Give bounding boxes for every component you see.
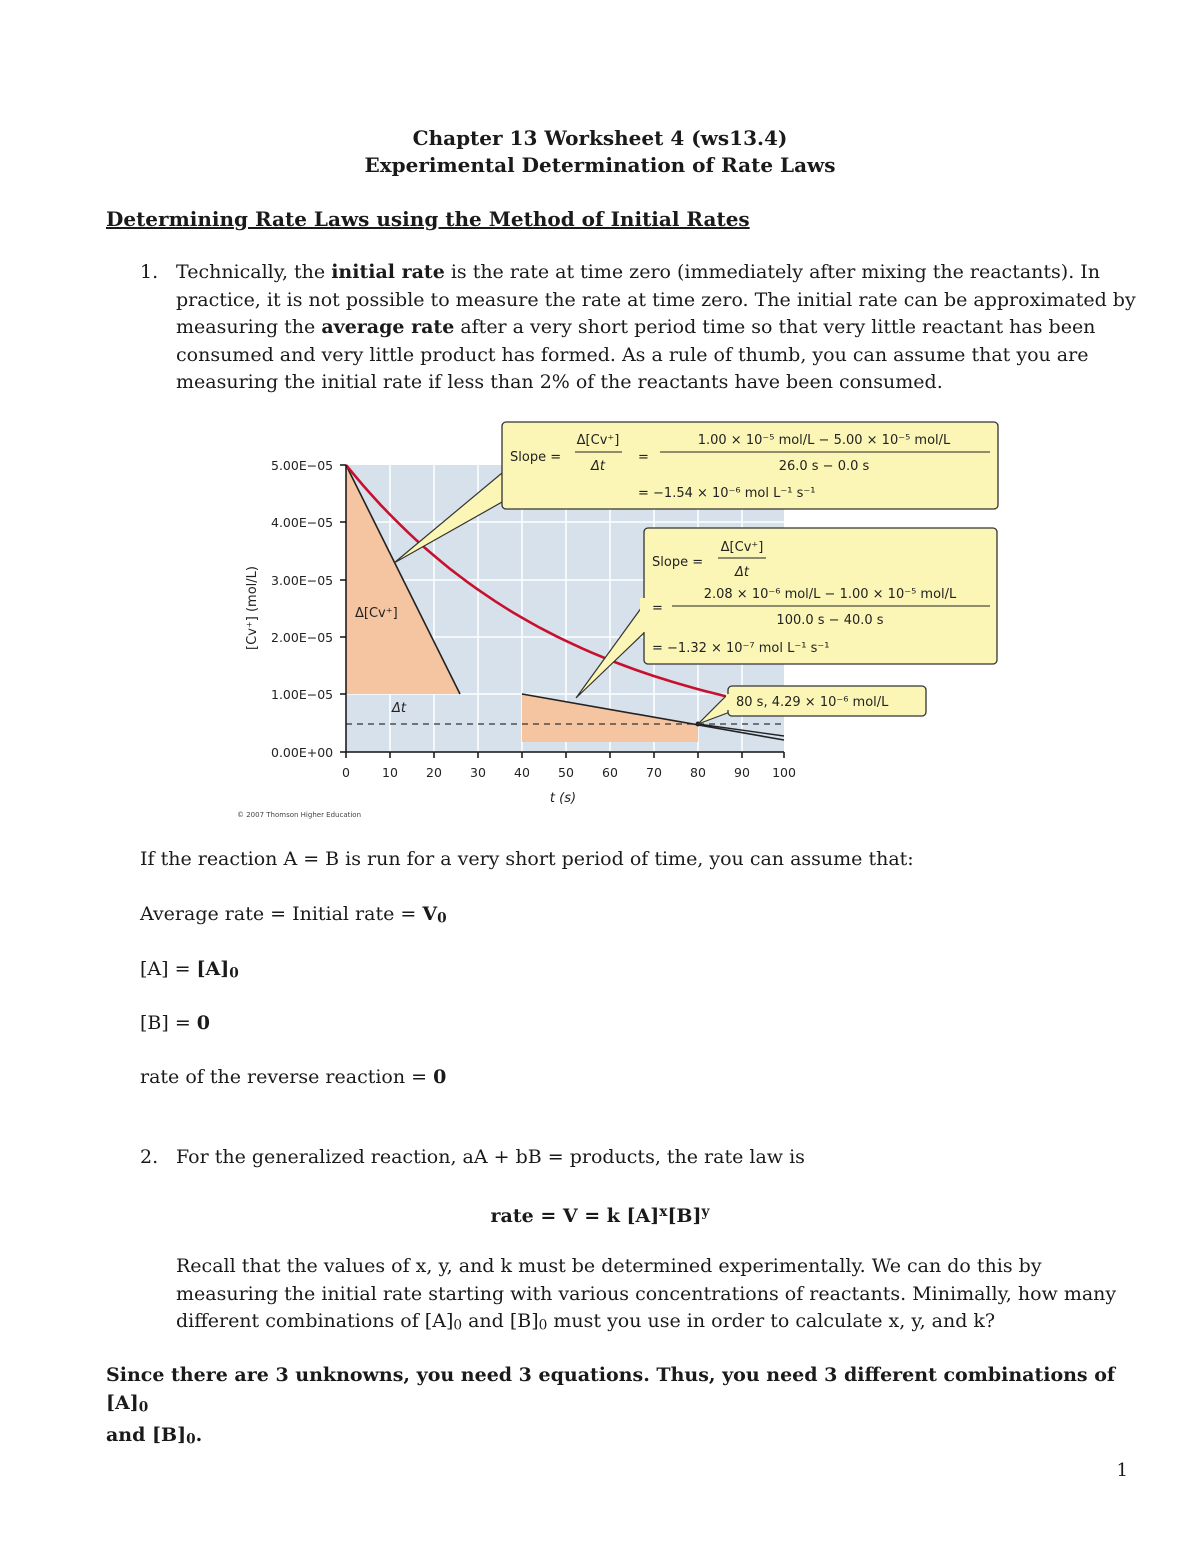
answer-line-1: Since there are 3 unknowns, you need 3 equations. Thus, you need 3 different combinations of $[A]_0$ <box>106 1364 1116 1416</box>
box1-result: = −1.54 × 10⁻⁶ mol L⁻¹ s⁻¹ <box>638 486 816 501</box>
item-1-line-5: measuring the initial rate if less than 2% of the reactants have been consumed. <box>176 371 943 393</box>
callout-joint-3 <box>726 694 734 710</box>
assumption-conc-b: [B] = 0 <box>140 1012 211 1034</box>
y-tick-label: 3.00E−05 <box>271 573 334 588</box>
x-tick-label: 70 <box>646 765 662 780</box>
recall-line-1: Recall that the values of x, y, and k must be determined experimentally. We can do this by <box>176 1255 1042 1277</box>
answer-line-2: and $[B]_0$. <box>106 1423 203 1448</box>
x-tick-label: 50 <box>558 765 574 780</box>
item-1-line-1: Technically, the initial rate is the rate at time zero (immediately after mixing the reactants). In <box>176 261 1101 283</box>
x-tick-label: 0 <box>342 765 350 780</box>
item-2-text: For the generalized reaction, aA + bB = products, the rate law is <box>176 1146 805 1168</box>
box1-frac-den: Δt <box>591 459 605 474</box>
item-1-number: 1. <box>140 261 159 283</box>
y-tick-label: 4.00E−05 <box>271 515 334 530</box>
callout-joint-2 <box>640 598 652 632</box>
box1-slope-label: Slope = <box>510 450 562 465</box>
x-tick-label: 20 <box>426 765 442 780</box>
average-rate-term: average rate <box>321 316 455 338</box>
assumption-rate: Average rate = Initial rate = $V_0$ <box>140 903 447 927</box>
assumption-conc-a: $[A] = [A]_0$ <box>140 958 239 982</box>
rate-law-equation: rate = V = k $[A]^x[B]^y$ <box>490 1204 710 1228</box>
x-tick-label: 100 <box>772 765 796 780</box>
box2-equals: = <box>652 601 663 616</box>
x-axis-label: t (s) <box>549 791 577 806</box>
x-tick-label: 10 <box>382 765 398 780</box>
y-tick-label: 5.00E−05 <box>271 458 334 473</box>
x-tick-label: 90 <box>734 765 750 780</box>
box2-denominator-expr: 100.0 s − 40.0 s <box>776 613 884 628</box>
copyright-text: © 2007 Thomson Higher Education <box>237 811 362 819</box>
box2-frac-num: Δ[Cv⁺] <box>720 540 764 555</box>
section-heading: Determining Rate Laws using the Method of Initial Rates <box>106 207 750 231</box>
y-tick-label: 0.00E+00 <box>271 745 334 760</box>
assumption-intro: If the reaction A = B is run for a very short period of time, you can assume that: <box>140 848 914 870</box>
recall-line-3: different combinations of $[A]_0$ and $[B]_0$ must you use in order to calculate x, y, and k? <box>176 1310 996 1334</box>
item-2-number: 2. <box>140 1146 159 1168</box>
initial-rate-term: initial rate <box>331 261 445 283</box>
box2-result: = −1.32 × 10⁻⁷ mol L⁻¹ s⁻¹ <box>652 641 830 656</box>
item-2-recall <box>176 1253 1136 1340</box>
item-1-line-2: practice, it is not possible to measure the rate at time zero. The initial rate can be approximated by <box>176 288 1136 311</box>
answer-text <box>106 1362 1116 1454</box>
y-axis-label: [Cv⁺] (mol/L) <box>245 566 260 650</box>
x-tick-label: 40 <box>514 765 530 780</box>
box1-frac-num: Δ[Cv⁺] <box>576 433 620 448</box>
item-1-line-3: measuring the average rate after a very short period time so that very little reactant has been <box>176 316 1096 338</box>
box1-denominator-expr: 26.0 s − 0.0 s <box>778 459 870 474</box>
recall-line-2: measuring the initial rate starting with various concentrations of reactants. Minimally, how many <box>176 1282 1117 1305</box>
item-1-line-4: consumed and very little product has formed. As a rule of thumb, you can assume that you are <box>176 343 1089 366</box>
x-tick-label: 80 <box>690 765 706 780</box>
delta-t-label: Δt <box>392 701 406 716</box>
x-tick-label: 30 <box>470 765 486 780</box>
assumption-reverse-rate: rate of the reverse reaction = 0 <box>140 1066 447 1088</box>
page-number: 1 <box>1116 1460 1128 1481</box>
box1-equals: = <box>638 450 649 465</box>
box1-numerator-expr: 1.00 × 10⁻⁵ mol/L − 5.00 × 10⁻⁵ mol/L <box>697 433 951 448</box>
box2-numerator-expr: 2.08 × 10⁻⁶ mol/L − 1.00 × 10⁻⁵ mol/L <box>703 587 957 602</box>
worksheet-subtitle: Experimental Determination of Rate Laws <box>364 153 836 177</box>
box3-text: 80 s, 4.29 × 10⁻⁶ mol/L <box>736 695 889 710</box>
box2-slope-label: Slope = <box>652 555 704 570</box>
y-tick-label: 1.00E−05 <box>271 687 334 702</box>
box2-frac-den: Δt <box>735 565 749 580</box>
callout-joint-1 <box>506 466 536 488</box>
y-tick-label: 2.00E−05 <box>271 630 334 645</box>
delta-c-label: Δ[Cv⁺] <box>355 606 398 621</box>
x-tick-label: 60 <box>602 765 618 780</box>
worksheet-title: Chapter 13 Worksheet 4 (ws13.4) <box>412 126 788 150</box>
